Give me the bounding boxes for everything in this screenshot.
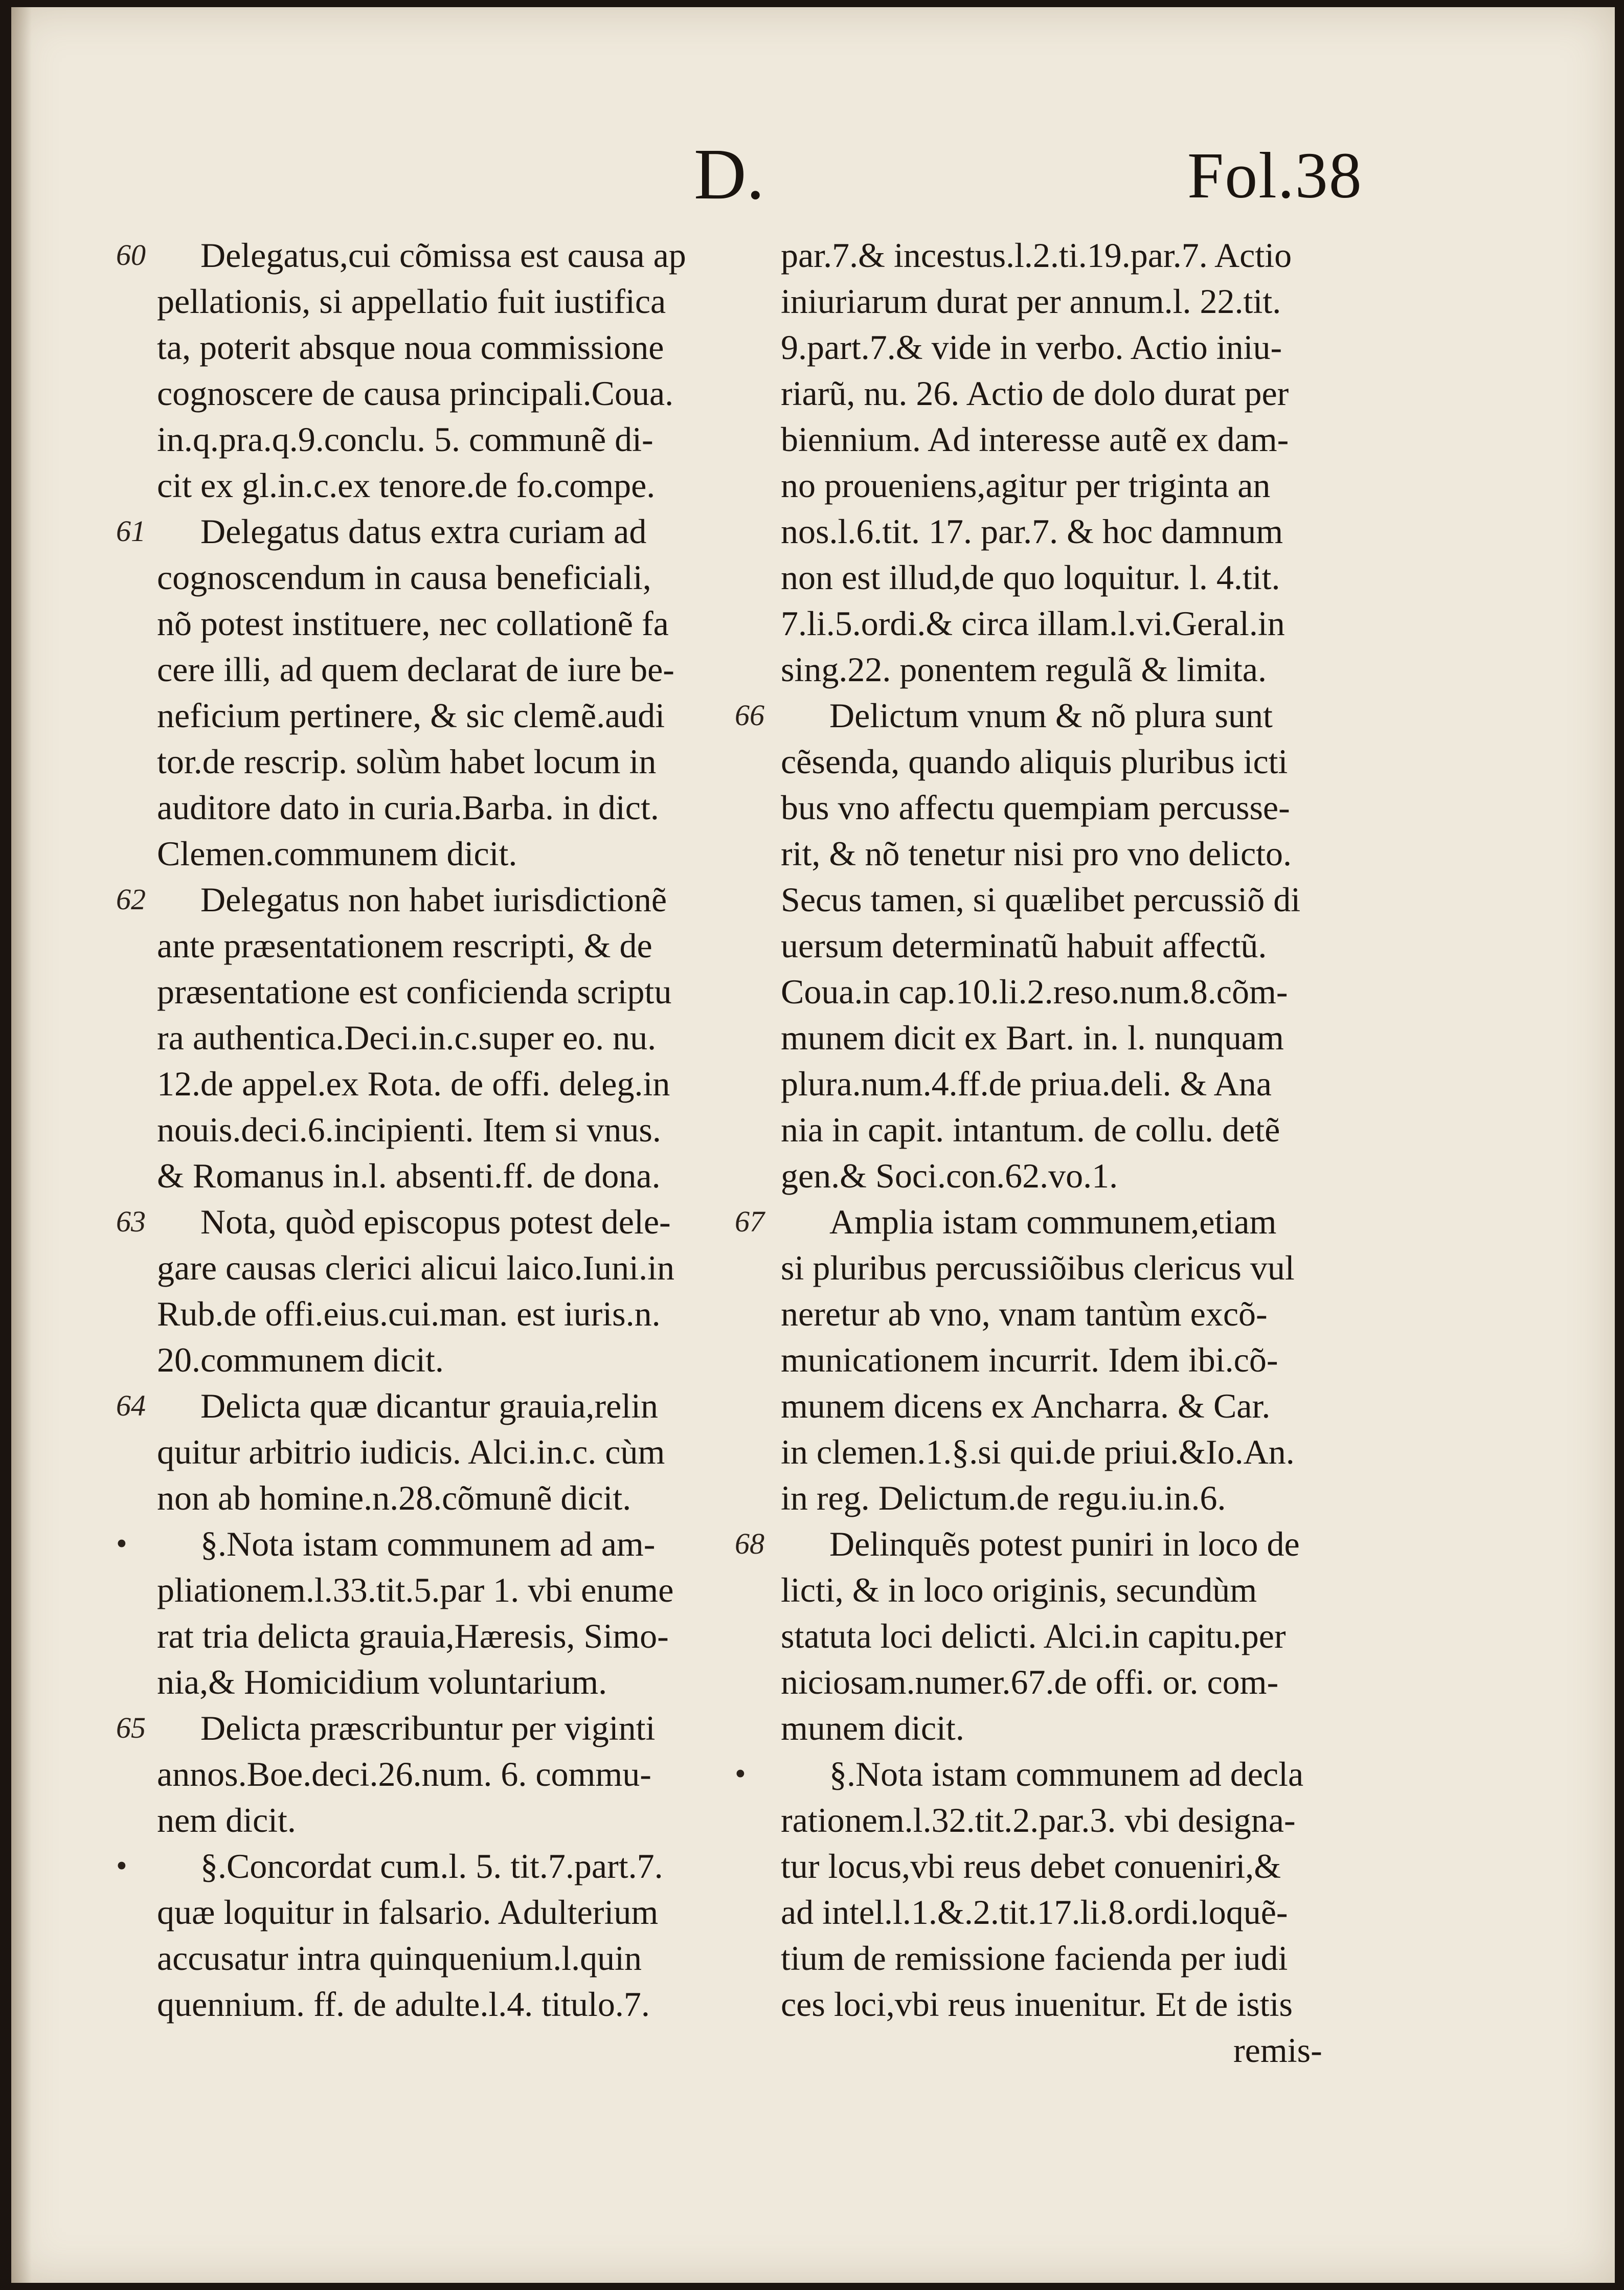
entry	[732, 1751, 1602, 2027]
text-line: Coua.in cap.10.li.2.reso.num.8.cõm-	[781, 972, 1288, 1011]
text-line: Secus tamen, si quælibet percussiõ di	[781, 880, 1301, 919]
text-line: Amplia istam communem,etiam	[829, 1202, 1277, 1241]
text-line: non est illud,de quo loquitur. l. 4.tit.	[781, 558, 1280, 597]
entry-number: 66	[735, 699, 764, 732]
text-line: Delegatus non habet iurisdictionẽ	[200, 880, 667, 919]
entry	[11, 1383, 732, 1521]
text-line: cognoscendum in causa beneficiali,	[157, 558, 651, 597]
text-line: nõ potest instituere, nec collationẽ fa	[157, 604, 669, 643]
running-head-letter: D.	[694, 133, 765, 214]
text-line: iniuriarum durat per annum.l. 22.tit.	[781, 282, 1281, 321]
text-line: Delicta quæ dicantur grauia,relin	[200, 1386, 658, 1425]
entry-number: 62	[116, 883, 146, 916]
text-line: annos.Boe.deci.26.num. 6. commu-	[157, 1755, 651, 1793]
text-line: neretur ab vno, vnam tantùm excõ-	[781, 1294, 1268, 1333]
text-line: §.Nota istam communem ad am-	[200, 1524, 656, 1563]
text-line: pellationis, si appellatio fuit iustifica	[157, 282, 666, 321]
text-line: gen.& Soci.con.62.vo.1.	[781, 1156, 1118, 1195]
text-line: Delicta præscribuntur per viginti	[200, 1709, 656, 1747]
entry	[732, 1521, 1602, 1751]
text-line: 12.de appel.ex Rota. de offi. deleg.in	[157, 1064, 670, 1103]
text-line: ante præsentationem rescripti, & de	[157, 926, 652, 965]
text-line: munem dicit.	[781, 1709, 964, 1747]
entry-number: 68	[735, 1527, 764, 1560]
paragraph-bullet: •	[116, 1849, 127, 1883]
text-line: cẽsenda, quando aliquis pluribus icti	[781, 742, 1288, 781]
text-line: statuta loci delicti. Alci.in capitu.per	[781, 1617, 1286, 1655]
text-line: cit ex gl.in.c.ex tenore.de fo.compe.	[157, 466, 656, 505]
right-column	[732, 232, 1602, 2073]
text-line: 9.part.7.& vide in verbo. Actio iniu-	[781, 328, 1282, 367]
text-line: 20.communem dicit.	[157, 1340, 444, 1379]
entry-number: 67	[735, 1205, 764, 1238]
text-line: ta, poterit absque noua commissione	[157, 328, 664, 367]
text-line: Delegatus datus extra curiam ad	[200, 512, 647, 551]
text-line: tium de remissione facienda per iudi	[781, 1939, 1288, 1978]
text-line: tor.de rescrip. solùm habet locum in	[157, 742, 657, 781]
text-line: auditore dato in curia.Barba. in dict.	[157, 788, 659, 827]
text-line: §.Nota istam communem ad decla	[829, 1755, 1304, 1793]
entry-number: 61	[116, 514, 146, 548]
text-line: bus vno affectu quempiam percusse-	[781, 788, 1290, 827]
text-line: cere illi, ad quem declarat de iure be-	[157, 650, 674, 689]
text-line: non ab homine.n.28.cõmunẽ dicit.	[157, 1478, 631, 1517]
text-line: nouis.deci.6.incipienti. Item si vnus.	[157, 1110, 661, 1149]
entry	[11, 1705, 732, 1843]
folio-number: Fol.38	[1187, 139, 1363, 212]
text-line: sing.22. ponentem regulã & limita.	[781, 650, 1267, 689]
paragraph-bullet: •	[735, 1757, 746, 1791]
entry	[732, 1199, 1602, 1521]
text-line: Rub.de offi.eius.cui.man. est iuris.n.	[157, 1294, 661, 1333]
text-line: ra authentica.Deci.in.c.super eo. nu.	[157, 1018, 657, 1057]
text-line: municationem incurrit. Idem ibi.cõ-	[781, 1340, 1278, 1379]
text-line: plura.num.4.ff.de priua.deli. & Ana	[781, 1064, 1272, 1103]
entry	[11, 1199, 732, 1383]
text-line: rit, & nõ tenetur nisi pro vno delicto.	[781, 834, 1292, 873]
entry-number: 60	[116, 238, 146, 272]
text-line: biennium. Ad interesse autẽ ex dam-	[781, 420, 1289, 459]
entry-number: 65	[116, 1711, 146, 1744]
text-line: si pluribus percussiõibus clericus vul	[781, 1248, 1295, 1287]
text-line: quæ loquitur in falsario. Adulterium	[157, 1893, 659, 1932]
entry	[11, 1521, 732, 1705]
text-line: munem dicens ex Ancharra. & Car.	[781, 1386, 1271, 1425]
entry	[11, 508, 732, 877]
text-line: neficium pertinere, & sic clemẽ.audi	[157, 696, 665, 735]
text-line: quennium. ff. de adulte.l.4. titulo.7.	[157, 1985, 650, 2024]
text-line: cognoscere de causa principali.Coua.	[157, 374, 674, 413]
text-line: Delictum vnum & nõ plura sunt	[829, 696, 1273, 735]
text-line: Nota, quòd episcopus potest dele-	[200, 1202, 671, 1241]
text-line: gare causas clerici alicui laico.Iuni.in	[157, 1248, 674, 1287]
book-page	[11, 7, 1615, 2283]
text-line: Clemen.communem dicit.	[157, 834, 517, 873]
text-line: nia,& Homicidium voluntarium.	[157, 1663, 607, 1701]
text-line: Delinquẽs potest puniri in loco de	[829, 1524, 1300, 1563]
text-line: nia in capit. intantum. de collu. detẽ	[781, 1110, 1280, 1149]
text-line: nem dicit.	[157, 1801, 296, 1839]
entry	[11, 877, 732, 1199]
text-line: & Romanus in.l. absenti.ff. de dona.	[157, 1156, 661, 1195]
text-line: Delegatus,cui cõmissa est causa ap	[200, 236, 686, 275]
text-line: 7.li.5.ordi.& circa illam.l.vi.Geral.in	[781, 604, 1285, 643]
text-line: par.7.& incestus.l.2.ti.19.par.7. Actio	[781, 236, 1292, 275]
text-line: tur locus,vbi reus debet conueniri,&	[781, 1847, 1281, 1885]
entry	[732, 232, 1602, 692]
entry	[11, 232, 732, 508]
text-line: ad intel.l.1.&.2.tit.17.li.8.ordi.loquẽ-	[781, 1893, 1288, 1932]
text-line: §.Concordat cum.l. 5. tit.7.part.7.	[200, 1847, 663, 1885]
text-line: rationem.l.32.tit.2.par.3. vbi designa-	[781, 1801, 1296, 1839]
entry	[11, 1843, 732, 2027]
text-line: in reg. Delictum.de regu.iu.in.6.	[781, 1478, 1226, 1517]
left-column	[11, 232, 732, 2027]
text-line: rat tria delicta grauia,Hæresis, Simo-	[157, 1617, 669, 1655]
catchword: remis-	[1233, 2031, 1322, 2070]
text-line: pliationem.l.33.tit.5.par 1. vbi enume	[157, 1570, 674, 1609]
text-line: præsentatione est conficienda scriptu	[157, 972, 672, 1011]
text-line: niciosam.numer.67.de offi. or. com-	[781, 1663, 1279, 1701]
paragraph-bullet: •	[116, 1526, 127, 1561]
entry-number: 64	[116, 1389, 146, 1422]
text-line: in.q.pra.q.9.conclu. 5. communẽ di-	[157, 420, 653, 459]
text-line: nos.l.6.tit. 17. par.7. & hoc damnum	[781, 512, 1283, 551]
text-line: no proueniens,agitur per triginta an	[781, 466, 1271, 505]
text-line: riarũ, nu. 26. Actio de dolo durat per	[781, 374, 1289, 413]
text-line: accusatur intra quinquenium.l.quin	[157, 1939, 642, 1978]
text-line: in clemen.1.§.si qui.de priui.&Io.An.	[781, 1432, 1295, 1471]
text-line: munem dicit ex Bart. in. l. nunquam	[781, 1018, 1284, 1057]
text-line: ces loci,vbi reus inuenitur. Et de istis	[781, 1985, 1293, 2024]
text-line: uersum determinatũ habuit affectũ.	[781, 926, 1267, 965]
text-line: licti, & in loco originis, secundùm	[781, 1570, 1257, 1609]
entry	[732, 692, 1602, 1199]
entry-number: 63	[116, 1205, 146, 1238]
text-line: quitur arbitrio iudicis. Alci.in.c. cùm	[157, 1432, 665, 1471]
